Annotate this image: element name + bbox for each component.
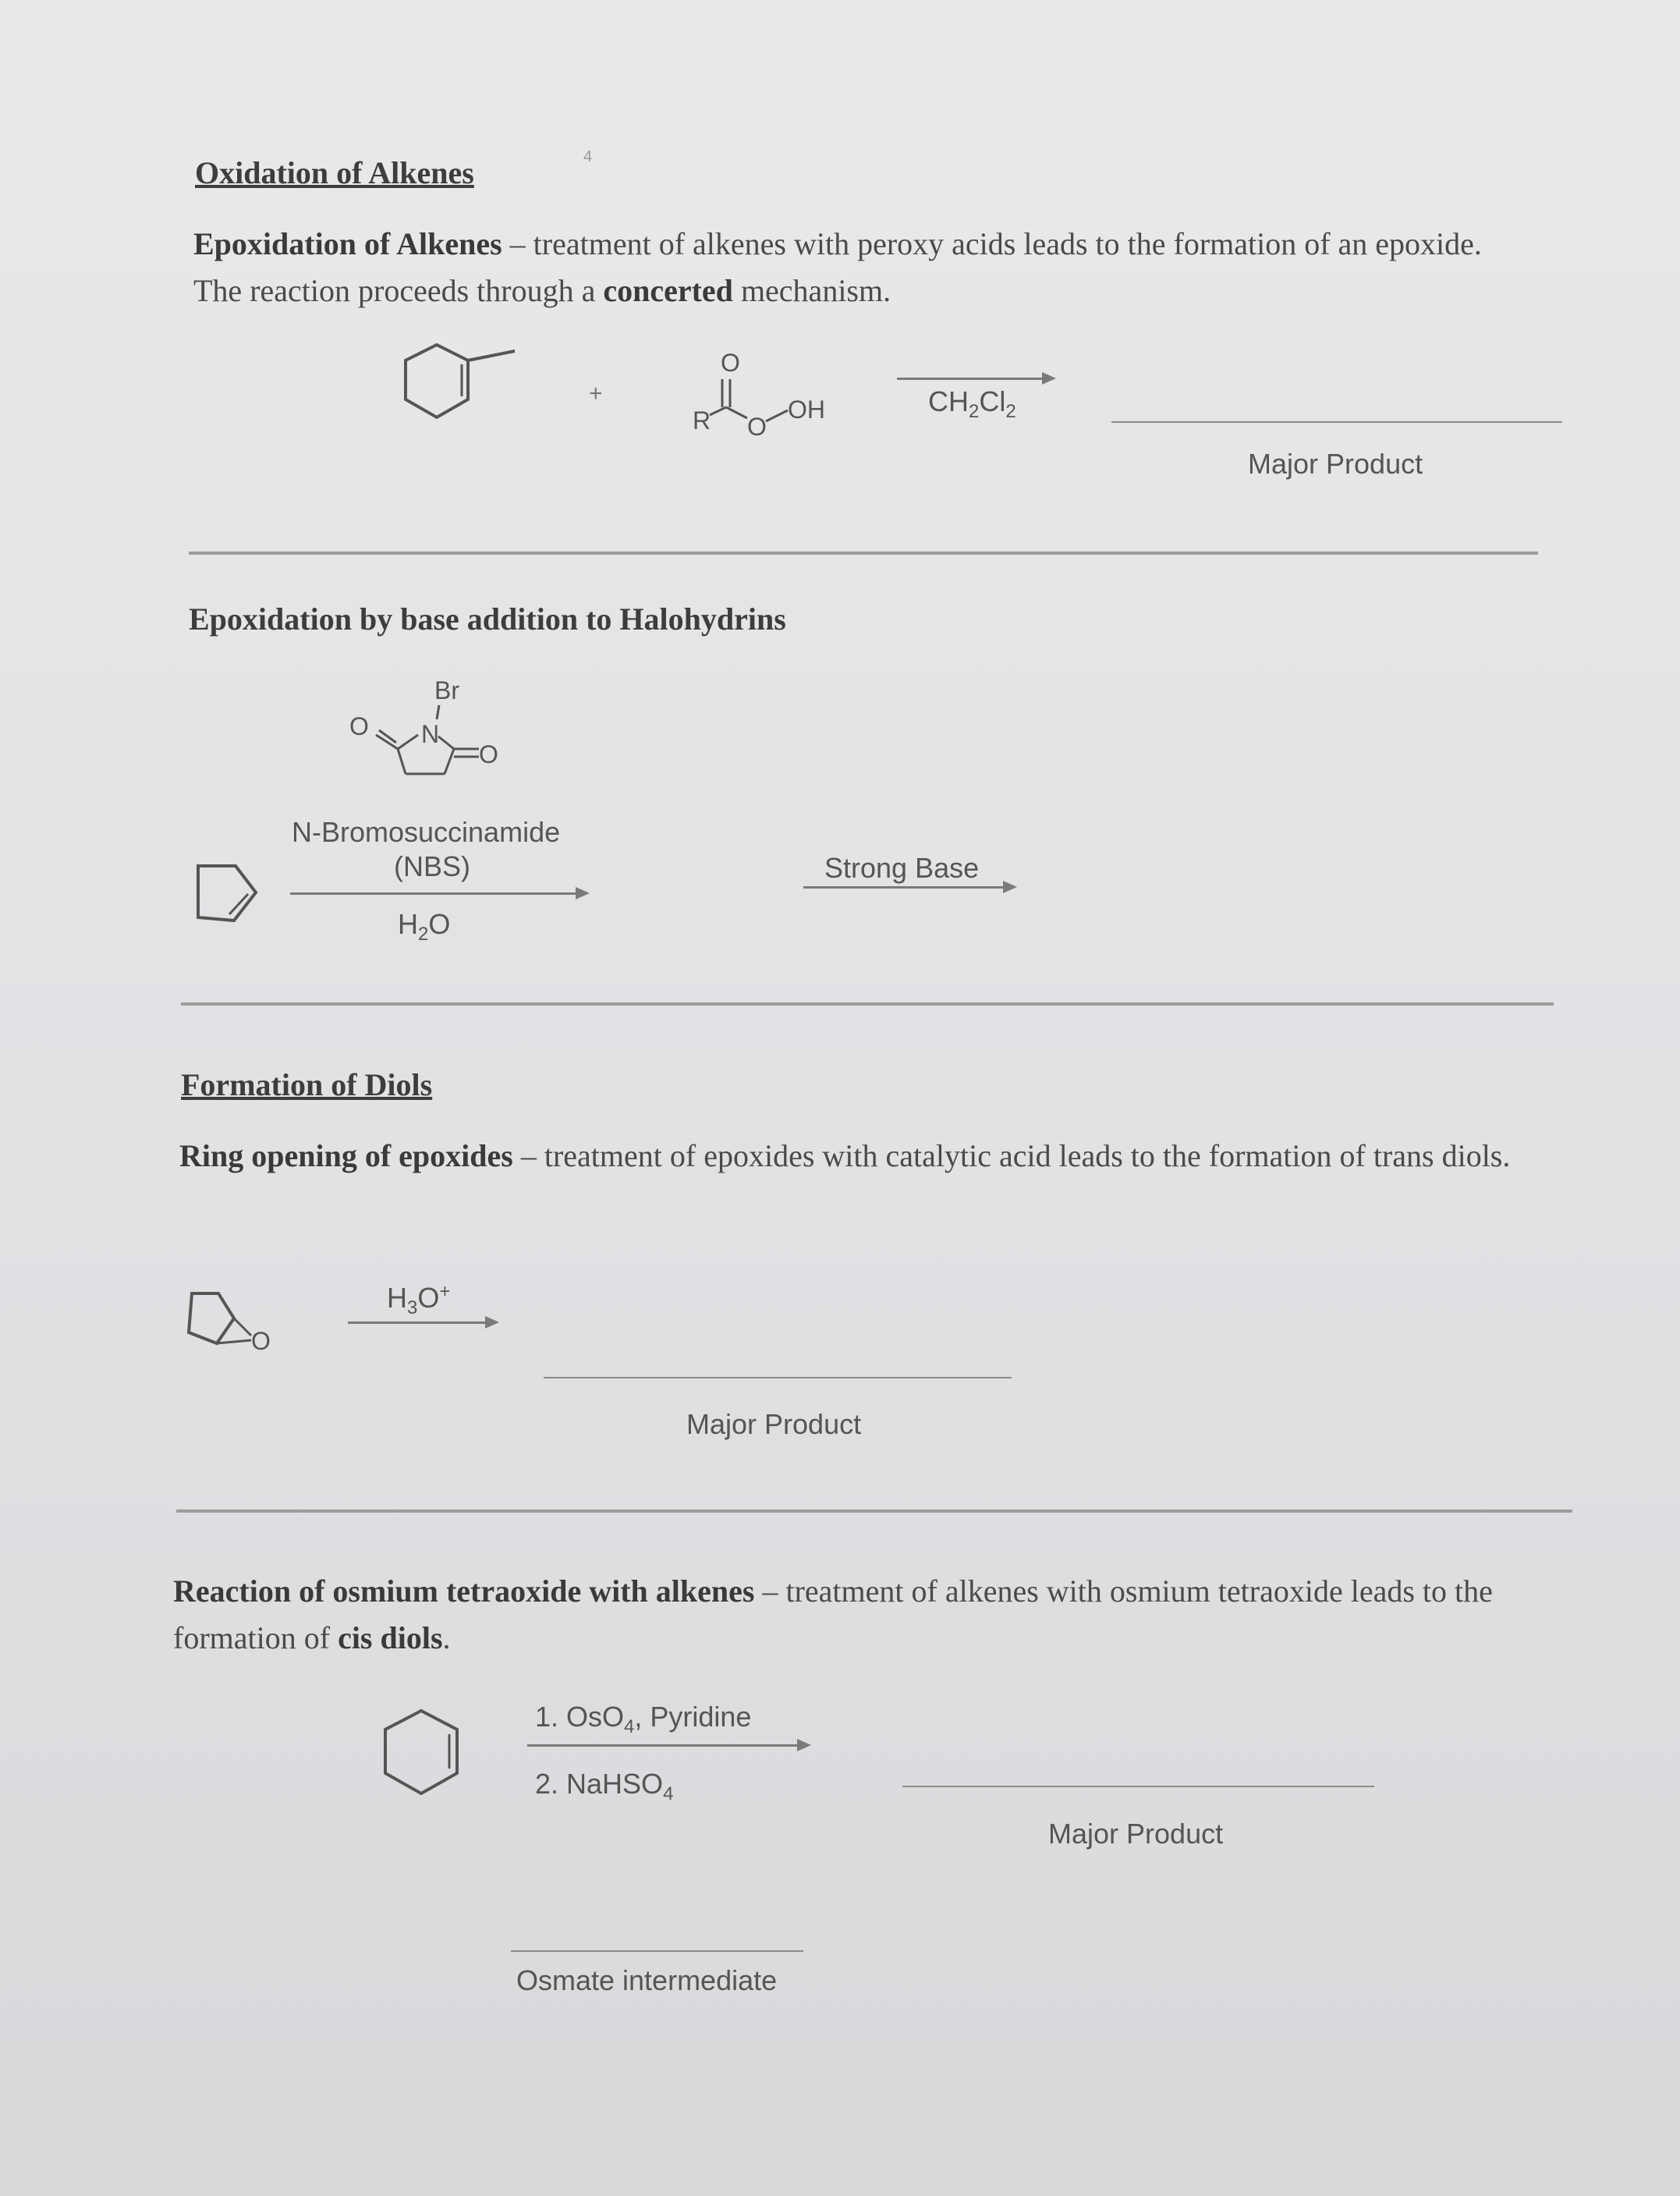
product-blank-1 [1111, 421, 1562, 423]
methyl-bond [468, 351, 515, 360]
cyclopentene-structure [187, 857, 265, 935]
epoxide-o: O [251, 1327, 271, 1355]
nbs-name: N-Bromosuccinamide [292, 816, 561, 848]
osmium-text-a: – treatment of alkenes with osmium tetraoxide leads to the formation of [173, 1573, 1493, 1655]
reaction-arrow-nbs [290, 892, 587, 895]
peroxy-acid-structure [679, 343, 858, 445]
methylcyclohexene-structure [390, 328, 530, 437]
reaction-arrow-osmium [527, 1744, 808, 1747]
nbs-abbr: (NBS) [394, 850, 470, 882]
divider-1 [189, 552, 1538, 555]
osmium-step2: 2. NaHSO$_4$ [535, 1768, 674, 1805]
epoxidation-text-a: – treatment of alkenes with peroxy acids leads to the formation of an epoxide. The reaction proceeds through a [193, 226, 1482, 308]
cis-diols-bold: cis diols [338, 1620, 443, 1655]
epoxide-structure [178, 1287, 295, 1357]
ring-opening-heading: Ring opening of epoxides [179, 1138, 513, 1173]
osmium-heading: Reaction of osmium tetraoxide with alkenes [173, 1573, 755, 1609]
osmate-intermediate-label: Osmate intermediate [516, 1964, 778, 1996]
solvent-label: $CH_2Cl_2$ [928, 385, 1016, 423]
concerted-bold: concerted [603, 273, 733, 308]
divider-2 [181, 1002, 1554, 1006]
epoxidation-paragraph [193, 221, 1504, 314]
nbs-n: N [421, 720, 440, 748]
nbs-structure [335, 671, 538, 804]
intermediate-blank [511, 1950, 803, 1952]
stray-mark: 4 [583, 148, 593, 165]
ring-opening-paragraph [179, 1133, 1536, 1180]
nbs-br: Br [434, 676, 459, 704]
epoxidation-heading: Epoxidation of Alkenes [193, 226, 502, 261]
osmium-step1: 1. OsO$_4$, Pyridine [535, 1701, 752, 1738]
major-product-label-3: Major Product [1048, 1818, 1224, 1850]
strong-base-label: Strong Base [824, 852, 980, 884]
peracid-r: R [693, 406, 711, 435]
peracid-carbonyl-o: O [721, 349, 740, 377]
reaction-arrow-base [803, 886, 1014, 889]
nbs-o2: O [479, 740, 498, 768]
divider-3 [176, 1510, 1572, 1513]
acid-label: $H_3O^+$ [387, 1281, 451, 1319]
reaction-arrow-1 [897, 378, 1053, 380]
product-blank-3 [902, 1786, 1374, 1787]
water-label: $H_2O$ [398, 908, 451, 945]
plus-sign: + [589, 381, 603, 406]
major-product-label-2: Major Product [686, 1408, 862, 1440]
ring-opening-text: – treatment of epoxides with catalytic acid leads to the formation of trans diols. [512, 1138, 1511, 1173]
cyclohexene-structure [376, 1705, 470, 1806]
section-title-oxidation: Oxidation of Alkenes [195, 155, 474, 190]
epoxidation-text-b: mechanism. [732, 273, 891, 308]
reaction-arrow-acid [348, 1322, 496, 1324]
major-product-label-1: Major Product [1248, 448, 1423, 480]
peracid-o: O [747, 413, 767, 441]
peracid-oh: OH [788, 396, 825, 424]
product-blank-2 [544, 1377, 1012, 1378]
halohydrin-heading: Epoxidation by base addition to Halohydrins [189, 601, 786, 637]
osmium-text-b: . [442, 1620, 451, 1655]
osmium-paragraph [173, 1568, 1546, 1662]
nbs-o1: O [349, 712, 369, 740]
section-title-diols: Formation of Diols [181, 1067, 433, 1102]
